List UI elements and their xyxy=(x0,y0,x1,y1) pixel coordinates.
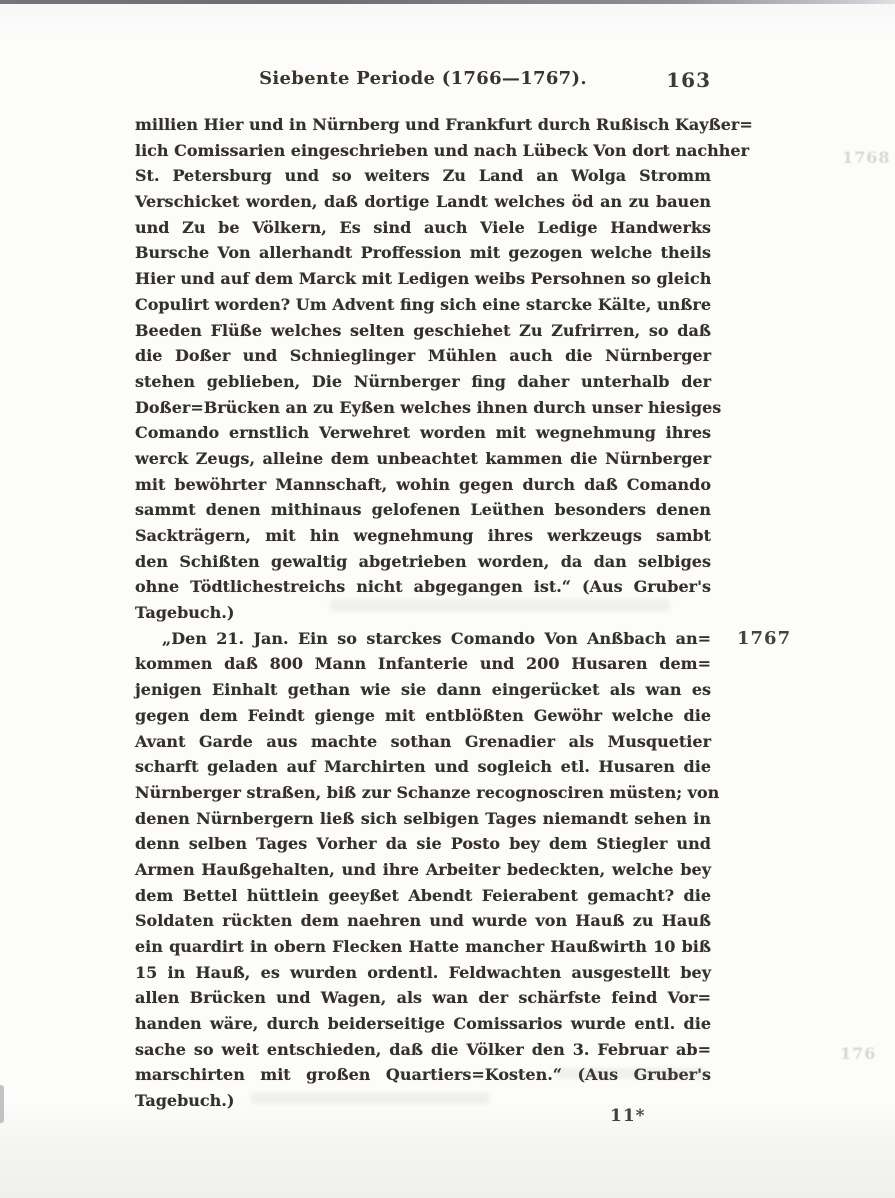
text-line: kommen daß 800 Mann Infanterie und 200 Husaren dem= xyxy=(135,654,711,674)
text-line: Bursche Von allerhandt Proffession mit gezogen welche theils xyxy=(135,243,711,263)
text-line: ein quardirt in obern Flecken Hatte mancher Haußwirth 10 biß xyxy=(135,937,711,956)
text-line: scharft geladen auf Marchirten und sogleich etl. Husaren die xyxy=(135,757,711,777)
text-line: Armen Haußgehalten, und ihre Arbeiter bedeckten, welche bey xyxy=(135,859,711,879)
text-line: Beeden Flüße welches selten geschiehet Zu Zufrirren, so daß xyxy=(135,320,711,340)
running-title: Siebente Periode (1766—1767). xyxy=(259,68,587,89)
margin-year-note: 1767 xyxy=(737,628,792,649)
scan-edge-artifact xyxy=(0,1085,4,1123)
text-line: gegen dem Feindt gienge mit entblößten Gewöhr welche die xyxy=(135,705,711,725)
text-line: „Den 21. Jan. Ein so starckes Comando Von Anßbach an= xyxy=(162,628,711,648)
text-line: denen Nürnbergern ließ sich selbigen Tages niemandt sehen in xyxy=(135,808,711,828)
bleedthrough-smudge xyxy=(330,599,670,612)
text-line: sammt denen mithinaus gelofenen Leüthen besonders denen xyxy=(135,500,711,520)
text-line: die Doßer und Schnieglinger Mühlen auch die Nürnberger xyxy=(135,346,711,366)
text-line: marschirten mit großen Quartiers=Kosten.“ (Aus Gruber's xyxy=(135,1065,711,1085)
text-line: Tagebuch.) xyxy=(135,603,235,623)
text-line: Doßer=Brücken an zu Eyßen welches ihnen durch unser hiesiges xyxy=(135,397,722,417)
body-text xyxy=(135,112,753,1114)
text-line: 15 in Hauß, es wurden ordentl. Feldwachten ausgestellt bey xyxy=(135,962,711,982)
bleedthrough-year-bottom: 176 xyxy=(840,1044,877,1063)
text-line: Copulirt worden? Um Advent fing sich eine starcke Kälte, unßre xyxy=(135,294,711,314)
text-line: ohne Tödtlichestreichs nicht abgegangen ist.“ (Aus Gruber's xyxy=(135,577,711,597)
bleedthrough-smudge xyxy=(555,1068,705,1079)
text-line: millien Hier und in Nürnberg und Frankfurt durch Rußisch Kayßer= xyxy=(135,115,753,134)
text-line: stehen geblieben, Die Nürnberger fing daher unterhalb der xyxy=(135,371,711,391)
text-line: mit bewöhrter Mannschaft, wohin gegen durch daß Comando xyxy=(135,474,711,494)
bleedthrough-smudge xyxy=(250,1092,490,1104)
text-line: den Schißten gewaltig abgetrieben worden, da dan selbiges xyxy=(135,551,711,571)
text-line: allen Brücken und Wagen, als wan der schärfste feind Vor= xyxy=(135,988,711,1008)
text-line: denn selben Tages Vorher da sie Posto bey dem Stiegler und xyxy=(135,834,711,854)
text-line: jenigen Einhalt gethan wie sie dann eingerücket als wan es xyxy=(135,680,711,700)
page-header xyxy=(135,68,711,94)
text-line: und Zu be Völkern, Es sind auch Viele Ledige Handwerks xyxy=(135,217,711,237)
text-line: sache so weit entschieden, daß die Völker den 3. Februar ab= xyxy=(135,1039,711,1059)
text-line: lich Comissarien eingeschrieben und nach Lübeck Von dort nachher xyxy=(135,140,749,160)
text-line: St. Petersburg und so weiters Zu Land an Wolga Stromm xyxy=(135,166,711,186)
text-line: Comando ernstlich Verwehret worden mit wegnehmung ihres xyxy=(135,423,711,443)
text-line: dem Bettel hüttlein geeyßet Abendt Feierabent gemacht? die xyxy=(135,885,711,905)
text-line: Nürnberger straßen, biß zur Schanze recognosciren müsten; von xyxy=(135,782,720,802)
bleedthrough-year-top: 1768 xyxy=(842,148,891,167)
text-line: werck Zeugs, alleine dem unbeachtet kammen die Nürnberger xyxy=(135,448,711,468)
printer-signature-mark: 11* xyxy=(610,1106,646,1126)
text-line: Sackträgern, mit hin wegnehmung ihres werkzeugs sambt xyxy=(135,526,711,545)
text-line: Soldaten rückten dem naehren und wurde von Hauß zu Hauß xyxy=(135,911,711,931)
page-number: 163 xyxy=(666,68,711,92)
scan-top-edge xyxy=(0,0,895,4)
text-line: Verschicket worden, daß dortige Landt welches öd an zu bauen xyxy=(135,192,711,212)
text-line: Hier und auf dem Marck mit Ledigen weibs Persohnen so gleich xyxy=(135,269,712,289)
text-line: Tagebuch.) xyxy=(135,1091,235,1111)
text-line: handen wäre, durch beiderseitige Comissarios wurde entl. die xyxy=(135,1014,711,1034)
text-line: Avant Garde aus machte sothan Grenadier als Musquetier xyxy=(135,731,711,751)
